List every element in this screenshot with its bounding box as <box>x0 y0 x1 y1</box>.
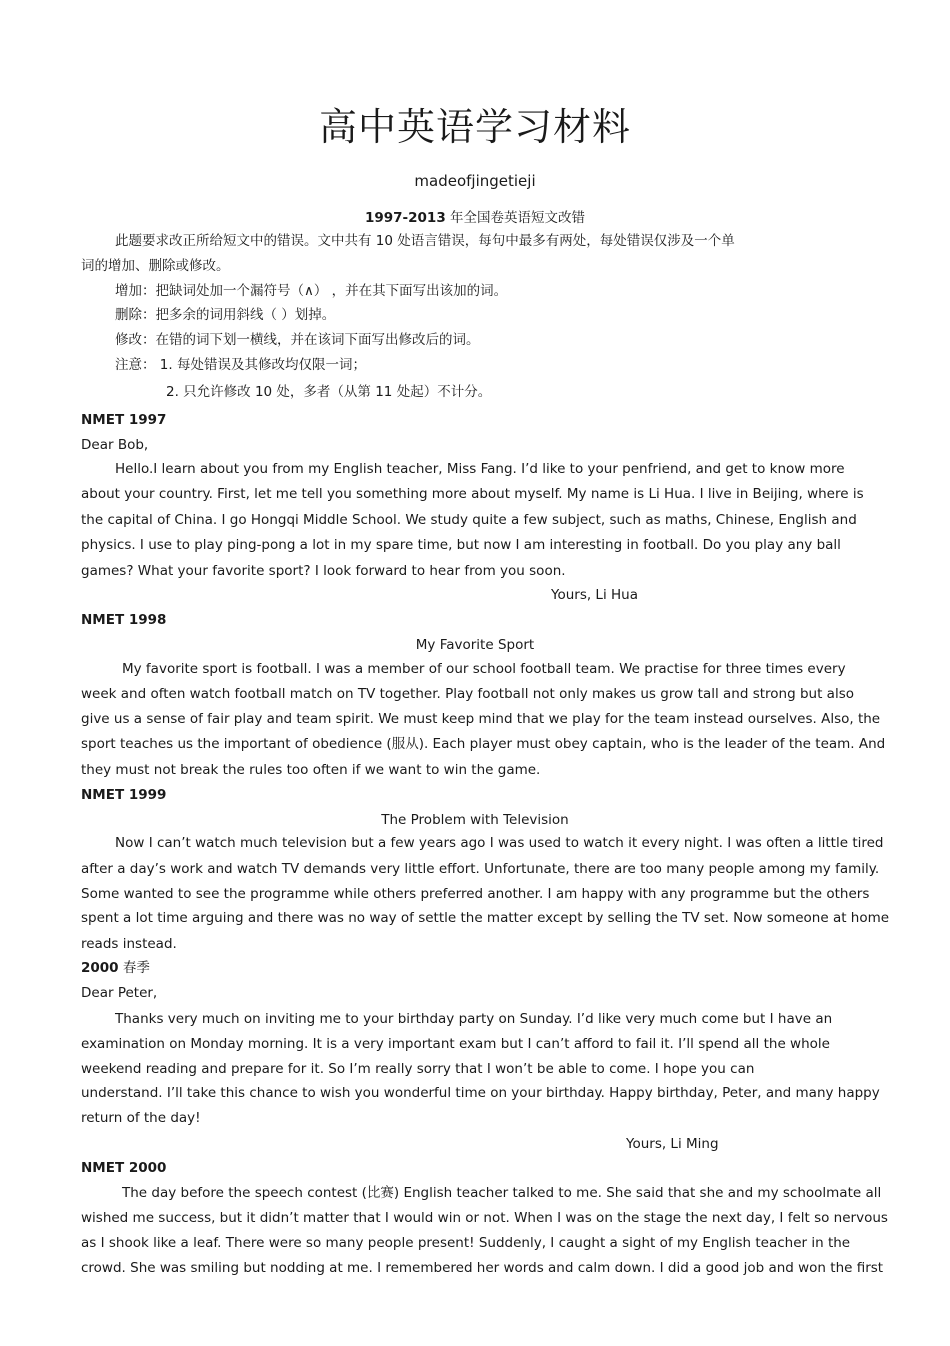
letter-signature: Yours, Li Hua <box>551 587 638 603</box>
section-title: NMET 1997 <box>81 412 167 428</box>
letter-greeting: Dear Peter, <box>81 985 158 1001</box>
section-year: 2000 <box>81 960 119 976</box>
document-subtitle: madeofjingetieji <box>414 172 536 190</box>
paragraph-line: give us a sense of fair play and team spirit. We must keep mind that we play for the team instead ourselves. Also, the <box>81 711 881 727</box>
instruction-note: 注意： 1. 每处错误及其修改均仅限一词； <box>115 357 366 373</box>
paragraph-line: Hello.I learn about you from my English teacher, Miss Fang. I’d like to your penfriend, and get to know more <box>115 461 845 477</box>
paragraph-line: Some wanted to see the programme while others preferred another. I am happy with any programme but the others <box>81 886 870 902</box>
paragraph-line: as I shook like a leaf. There were so many people present! Suddenly, I caught a sight of my English teacher in the <box>81 1235 851 1251</box>
document-title: 高中英语学习材料 <box>318 105 631 149</box>
section-heading <box>0 209 950 227</box>
paragraph-line: the capital of China. I go Hongqi Middle School. We study quite a few subject, such as maths, Chinese, English and <box>81 512 857 528</box>
paragraph-line: understand. I’ll take this chance to wish you wonderful time on your birthday. Happy birthday, Peter, and many happy <box>81 1085 880 1101</box>
paragraph-line: return of the day! <box>81 1110 201 1126</box>
essay-title: My Favorite Sport <box>415 637 535 653</box>
paragraph-line: My favorite sport is football. I was a member of our school football team. We practise for three times every <box>122 661 846 677</box>
paragraph-line: after a day’s work and watch TV demands very little effort. Unfortunate, there are too many people among my family. <box>81 861 880 877</box>
heading-years: 1997-2013 <box>364 210 446 226</box>
paragraph-line: Now I can’t watch much television but a few years ago I was used to watch it every night. I was often a little tired <box>115 835 884 851</box>
paragraph-line: crowd. She was smiling but nodding at me. I remembered her words and calm down. I did a good job and won the first <box>81 1260 884 1276</box>
paragraph-line: week and often watch football match on TV together. Play football not only makes us grow tall and strong but also <box>81 686 855 702</box>
paragraph-line: physics. I use to play ping-pong a lot in my spare time, but now I am interesting in football. Do you play any ball <box>81 537 841 553</box>
section-title: NMET 2000 <box>81 1160 167 1176</box>
instruction-delete: 删除：把多余的词用斜线（ ）划掉。 <box>115 307 336 323</box>
paragraph-line: they must not break the rules too often if we want to win the game. <box>81 762 541 778</box>
paragraph-line: The day before the speech contest (比赛) English teacher talked to me. She said that she and my schoolmate all <box>122 1185 882 1201</box>
instruction-note: 2. 只允许修改 10 处，多者（从第 11 处起）不计分。 <box>166 384 492 400</box>
instruction-line: 词的增加、删除或修改。 <box>81 258 230 274</box>
paragraph-line: reads instead. <box>81 936 177 952</box>
section-season: 春季 <box>122 960 150 976</box>
paragraph-line: games? What your favorite sport? I look forward to hear from you soon. <box>81 563 566 579</box>
heading-label: 年全国卷英语短文改错 <box>450 210 586 226</box>
instruction-modify: 修改：在错的词下划一横线，并在该词下面写出修改后的词。 <box>115 332 480 348</box>
letter-signature: Yours, Li Ming <box>626 1136 719 1152</box>
paragraph-line: weekend reading and prepare for it. So I’m really sorry that I won’t be able to come. I hope you can <box>81 1061 755 1077</box>
instruction-line: 此题要求改正所给短文中的错误。文中共有 10 处语言错误，每句中最多有两处，每处错误仅涉及一个单 <box>115 233 735 249</box>
section-title: NMET 1999 <box>81 787 167 803</box>
paragraph-line: sport teaches us the important of obedience (服从). Each player must obey captain, who is the leader of the team. And <box>81 736 886 752</box>
instruction-add: 增加：把缺词处加一个漏符号（∧） ，并在其下面写出该加的词。 <box>115 283 508 299</box>
section-title: NMET 1998 <box>81 612 167 628</box>
paragraph-line: about your country. First, let me tell you something more about myself. My name is Li Hua. I live in Beijing, where is <box>81 486 864 502</box>
letter-greeting: Dear Bob, <box>81 437 149 453</box>
paragraph-line: examination on Monday morning. It is a very important exam but I can’t afford to fail it. I’ll spend all the whole <box>81 1036 830 1052</box>
paragraph-line: wished me success, but it didn’t matter that I would win or not. When I was on the stage the next day, I felt so nervous <box>81 1210 888 1226</box>
essay-title: The Problem with Television <box>381 812 569 828</box>
paragraph-line: spent a lot time arguing and there was no way of settle the matter except by selling the TV set. Now someone at home <box>81 910 890 926</box>
section-title <box>81 959 150 977</box>
paragraph-line: Thanks very much on inviting me to your birthday party on Sunday. I’d like very much come but I have an <box>115 1011 833 1027</box>
